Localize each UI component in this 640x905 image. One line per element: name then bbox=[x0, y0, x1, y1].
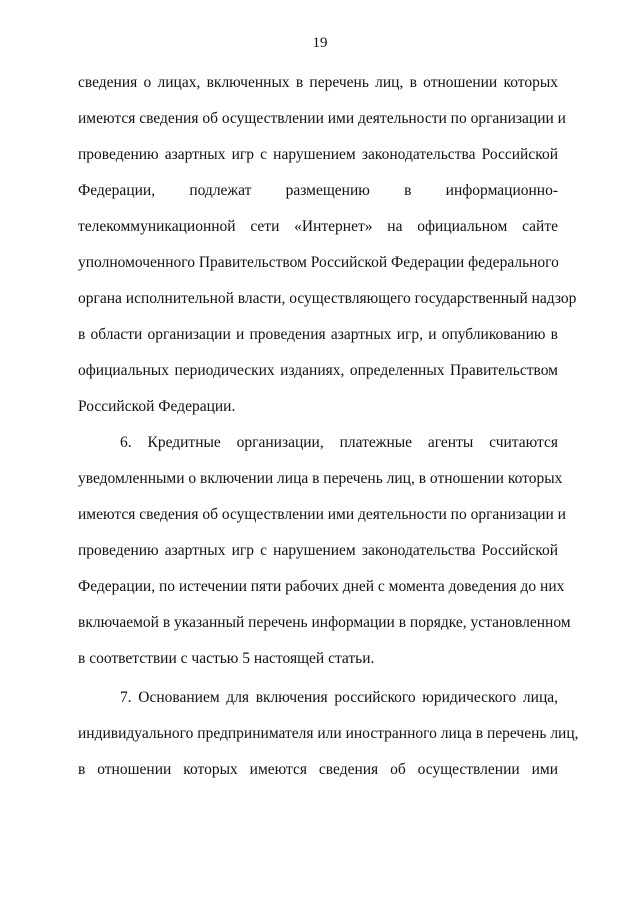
page-number: 19 bbox=[312, 35, 328, 51]
text-line: в отношении которых имеются сведения об осуществлении ими bbox=[78, 761, 558, 778]
paragraph-6-first-line: 6. Кредитные организации, платежные агенты считаются bbox=[120, 434, 558, 451]
text-line: сведения о лицах, включенных в перечень лиц, в отношении которых bbox=[78, 74, 558, 91]
paragraph-7-first-line: 7. Основанием для включения российского юридического лица, bbox=[120, 689, 558, 706]
text-line: проведению азартных игр с нарушением законодательства Российской bbox=[78, 542, 558, 559]
text-line: имеются сведения об осуществлении ими деятельности по организации и bbox=[78, 506, 566, 523]
text-line: уведомленными о включении лица в перечень лиц, в отношении которых bbox=[78, 470, 563, 487]
text-line: уполномоченного Правительством Российской Федерации федерального bbox=[78, 254, 559, 271]
text-line: в области организации и проведения азартных игр, и опубликованию в bbox=[78, 326, 558, 343]
text-line: имеются сведения об осуществлении ими деятельности по организации и bbox=[78, 110, 566, 127]
text-line: индивидуального предпринимателя или иностранного лица в перечень лиц, bbox=[78, 725, 579, 742]
text-line: органа исполнительной власти, осуществляющего государственный надзор bbox=[78, 290, 577, 307]
text-line: официальных периодических изданиях, определенных Правительством bbox=[78, 362, 558, 379]
text-line: включаемой в указанный перечень информации в порядке, установленном bbox=[78, 614, 571, 631]
text-line: в соответствии с частью 5 настоящей статьи. bbox=[78, 650, 375, 667]
text-line: проведению азартных игр с нарушением законодательства Российской bbox=[78, 146, 558, 163]
text-line: Федерации, подлежат размещению в информационно- bbox=[78, 182, 558, 199]
text-line: Российской Федерации. bbox=[78, 398, 236, 415]
text-line: телекоммуникационной сети «Интернет» на официальном сайте bbox=[78, 218, 558, 235]
text-line: Федерации, по истечении пяти рабочих дней с момента доведения до них bbox=[78, 578, 565, 595]
